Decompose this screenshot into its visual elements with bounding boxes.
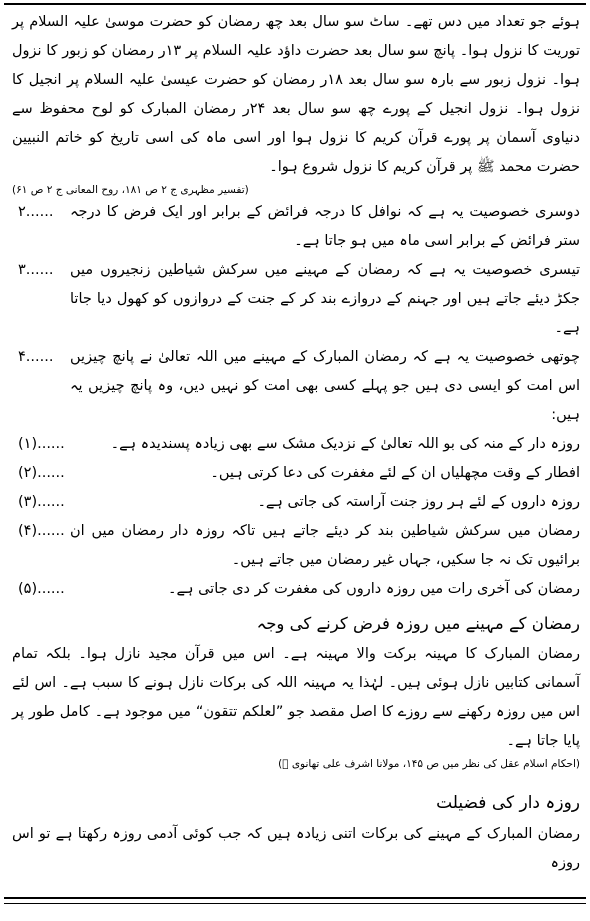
feature-item-3 — [12, 256, 580, 343]
list-item-text: رمضان میں سرکش شیاطین بند کر دیئے جاتے ہیں تاکہ روزہ دار رمضان میں ان برائیوں تک نہ جا سکیں، جہاں غیر رمضان میں جاتے ہیں۔ — [70, 523, 580, 568]
five-things-item-4 — [12, 517, 580, 575]
section-heading-fasting-reason: رمضان کے مہینے میں روزہ فرض کرنے کی وجہ — [256, 614, 580, 633]
list-item-text: افطار کے وقت مچھلیاں ان کے لئے مغفرت کی دعا کرتی ہیں۔ — [210, 465, 580, 481]
feature-number: ۲...... — [18, 204, 54, 220]
intro-citation: (تفسیر مظہری ج ۲ ص ۱۸۱، روح المعانی ج ۲ ص ۶۱) — [12, 184, 249, 196]
top-rule — [4, 3, 586, 5]
bottom-rule-thin — [4, 903, 586, 904]
section-citation-fasting-reason: (احکام اسلام عقل کی نظر میں ص ۱۴۵، مولانا اشرف علی تھانوی ﷫) — [278, 758, 580, 770]
five-things-item-2 — [12, 459, 580, 488]
list-item-number: (۱)...... — [18, 436, 65, 452]
list-item-number: (۴)...... — [18, 523, 65, 539]
list-item-number: (۲)...... — [18, 465, 65, 481]
bottom-rule — [4, 897, 586, 899]
intro-paragraph: ہوئے جو تعداد میں دس تھے۔ ساٹ سو سال بعد چھ رمضان کو حضرت موسیٰ علیہ السلام پر توریت کا نزول ہوا۔ پانچ سو سال بعد حضرت داؤد علیہ السلام پر ۱۳ر رمضان کو زبور کا نزول ہوا۔ نزول زبور سے بارہ سو سال بعد ۱۸ر رمضان کو حضرت عیسیٰ علیہ السلام پر انجیل کا نزول ہوا۔ نزول انجیل کے پورے چھ سو سال بعد ۲۴ر رمضان المبارک کو لوح محفوظ سے دنیاوی آسمان پر پورے قرآن کریم کا نزول ہوا اور اسی ماہ کی اسی تاریخ کو خاتم النبیین حضرت محمد ﷺ پر قرآن کریم کا نزول شروع ہوا۔ — [12, 14, 581, 175]
feature-number: ۳...... — [18, 262, 54, 278]
five-things-item-1 — [12, 430, 580, 459]
feature-number: ۴...... — [18, 349, 54, 365]
feature-item-2 — [12, 198, 580, 256]
five-things-item-5 — [12, 575, 580, 604]
section-paragraph-fasting-reason: رمضان المبارک کا مہینہ برکت والا مہینہ ہے۔ اس میں قرآن مجید نازل ہوا۔ بلکہ تمام آسمانی کتابیں نازل ہوئی ہیں۔ لہٰذا یہ مہینہ اللہ کی برکات نازل ہونے کا سبب ہے۔ اس لئے اس میں روزہ رکھنے سے روزے کا اصل مقصد جو ”لعلکم تتقون“ میں موجود ہے۔ کامل طور پر پایا جاتا ہے۔ — [12, 646, 580, 749]
feature-text: دوسری خصوصیت یہ ہے کہ نوافل کا درجہ فرائض کے برابر اور ایک فرض کا درجہ ستر فرائض کے برابر اسی ماہ میں ہو جاتا ہے۔ — [70, 204, 580, 249]
list-item-text: رمضان کی آخری رات میں روزہ داروں کی مغفرت کر دی جاتی ہے۔ — [168, 581, 580, 597]
list-item-text: روزہ داروں کے لئے ہر روز جنت آراستہ کی جاتی ہے۔ — [257, 494, 580, 510]
feature-text: چوتھی خصوصیت یہ ہے کہ رمضان المبارک کے مہینے میں اللہ تعالیٰ نے پانچ چیزیں اس امت کو ایسی دی ہیں جو پہلے کسی بھی امت کو نہیں دیں، وہ پانچ چیزیں یہ ہیں: — [70, 349, 580, 423]
list-item-text: روزہ دار کے منہ کی بو اللہ تعالیٰ کے نزدیک مشک سے بھی زیادہ پسندیدہ ہے۔ — [110, 436, 580, 452]
five-things-item-3 — [12, 488, 580, 517]
feature-item-4 — [12, 343, 580, 430]
section-paragraph-fasting-virtue: رمضان المبارک کے مہینے کی برکات اتنی زیادہ ہیں کہ جب کوئی آدمی روزہ رکھتا ہے تو اس روزہ — [12, 826, 580, 871]
list-item-number: (۵)...... — [18, 581, 65, 597]
list-item-number: (۳)...... — [18, 494, 65, 510]
section-heading-fasting-virtue: روزہ دار کی فضیلت — [436, 793, 580, 813]
page-content — [12, 8, 580, 878]
feature-text: تیسری خصوصیت یہ ہے کہ رمضان کے مہینے میں سرکش شیاطین زنجیروں میں جکڑ دیئے جاتے ہیں اور جہنم کے دروازے بند کر کے جنت کے دروازوں کو کھول دیا جاتا ہے۔ — [70, 262, 580, 336]
